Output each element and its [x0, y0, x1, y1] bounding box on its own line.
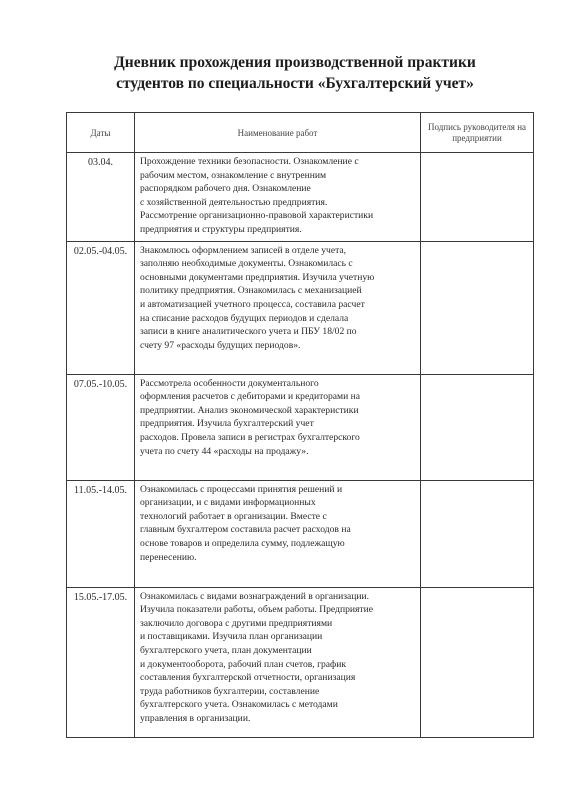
work-line: и поставщиками. Изучила план организации	[140, 631, 323, 643]
work-line: и автоматизацией учетного процесса, составила расчет	[140, 298, 365, 310]
work-line: заполняю необходимые документы. Ознакомилась с	[140, 258, 353, 270]
work-line: на списание расходов будущих периодов и сделала	[140, 312, 349, 324]
row-signature-cell	[421, 374, 534, 480]
work-line: рабочим местом, ознакомление с внутренним	[140, 169, 327, 181]
row-work-description	[135, 374, 421, 480]
row-signature-cell	[421, 241, 534, 374]
title-line-2: студентов по специальности «Бухгалтерский учет»	[116, 75, 474, 92]
header-signature: Подпись руководителя на предприятии	[421, 113, 534, 153]
row-date: 02.05.-04.05.	[67, 241, 135, 374]
work-line: расходов. Провела записи в регистрах бухгалтерского	[140, 431, 360, 443]
work-line: бухгалтерского учета, план документации	[140, 644, 312, 656]
title-line-1: Дневник прохождения производственной практики	[114, 54, 476, 71]
row-signature-cell	[421, 480, 534, 587]
work-line: оформления расчетов с дебиторами и кредиторами на	[140, 391, 361, 403]
row-work-description	[135, 241, 421, 374]
work-line: Ознакомилась с процессами принятия решений и	[140, 483, 343, 495]
work-line: с хозяйственной деятельностью предприятия.	[140, 196, 328, 208]
work-line: политику предприятия. Ознакомилась с механизацией	[140, 285, 362, 297]
work-line: счету 97 «расходы будущих периодов».	[140, 339, 301, 351]
work-line: распорядком рабочего дня. Ознакомление	[140, 183, 311, 195]
work-line: Изучила показатели работы, объем работы. Предприятие	[140, 604, 374, 616]
work-line: перенесению.	[140, 551, 197, 563]
row-work-description	[135, 153, 421, 242]
row-date: 07.05.-10.05.	[67, 374, 135, 480]
header-date: Даты	[67, 113, 135, 153]
work-line: основе товаров и определила сумму, подлежащую	[140, 537, 345, 549]
work-line: и документооборота, рабочий план счетов, график	[140, 658, 347, 670]
row-date: 11.05.-14.05.	[67, 480, 135, 587]
work-line: технологий работает в организации. Вместе с	[140, 510, 327, 522]
work-line: предприятии. Анализ экономической характеристики	[140, 404, 359, 416]
work-line: организации, и с видами информационных	[140, 497, 316, 509]
work-line: основными документами предприятия. Изучила учетную	[140, 271, 375, 283]
work-line: бухгалтерского учета. Ознакомилась с методами	[140, 699, 338, 711]
row-signature-cell	[421, 153, 534, 242]
table-header-row	[67, 113, 534, 153]
table-row	[67, 374, 534, 480]
row-signature-cell	[421, 587, 534, 737]
table-row	[67, 587, 534, 737]
work-line: управления в организации.	[140, 712, 251, 724]
row-work-description	[135, 587, 421, 737]
table-row	[67, 241, 534, 374]
work-line: учета по счету 44 «расходы на продажу».	[140, 445, 309, 457]
work-line: записи в книге аналитического учета и ПБУ 18/02 по	[140, 326, 357, 338]
work-line: Прохождение техники безопасности. Ознакомление с	[140, 156, 359, 167]
table-row	[67, 480, 534, 587]
work-line: Рассмотрела особенности документального	[140, 377, 319, 389]
work-line: Рассмотрение организационно-правовой характеристики	[140, 210, 374, 222]
work-line: Знакомлюсь оформлением записей в отделе учета,	[140, 244, 347, 256]
work-line: заключило договора с другими предприятиями	[140, 617, 333, 629]
header-work: Наименование работ	[135, 113, 421, 153]
work-line: предприятия. Изучила бухгалтерский учет	[140, 418, 314, 430]
row-date: 03.04.	[67, 153, 135, 242]
document-title	[60, 52, 530, 94]
table-row	[67, 153, 534, 242]
work-line: предприятия и структуры предприятия.	[140, 223, 302, 235]
row-work-description	[135, 480, 421, 587]
work-line: труда работников бухгалтерии, составление	[140, 685, 320, 697]
work-line: составления бухгалтерской отчетности, организация	[140, 672, 356, 684]
practice-diary-table	[66, 112, 534, 738]
work-line: Ознакомилась с видами вознаграждений в организации.	[140, 590, 370, 602]
row-date: 15.05.-17.05.	[67, 587, 135, 737]
work-line: главным бухгалтером составила расчет расходов на	[140, 524, 351, 536]
